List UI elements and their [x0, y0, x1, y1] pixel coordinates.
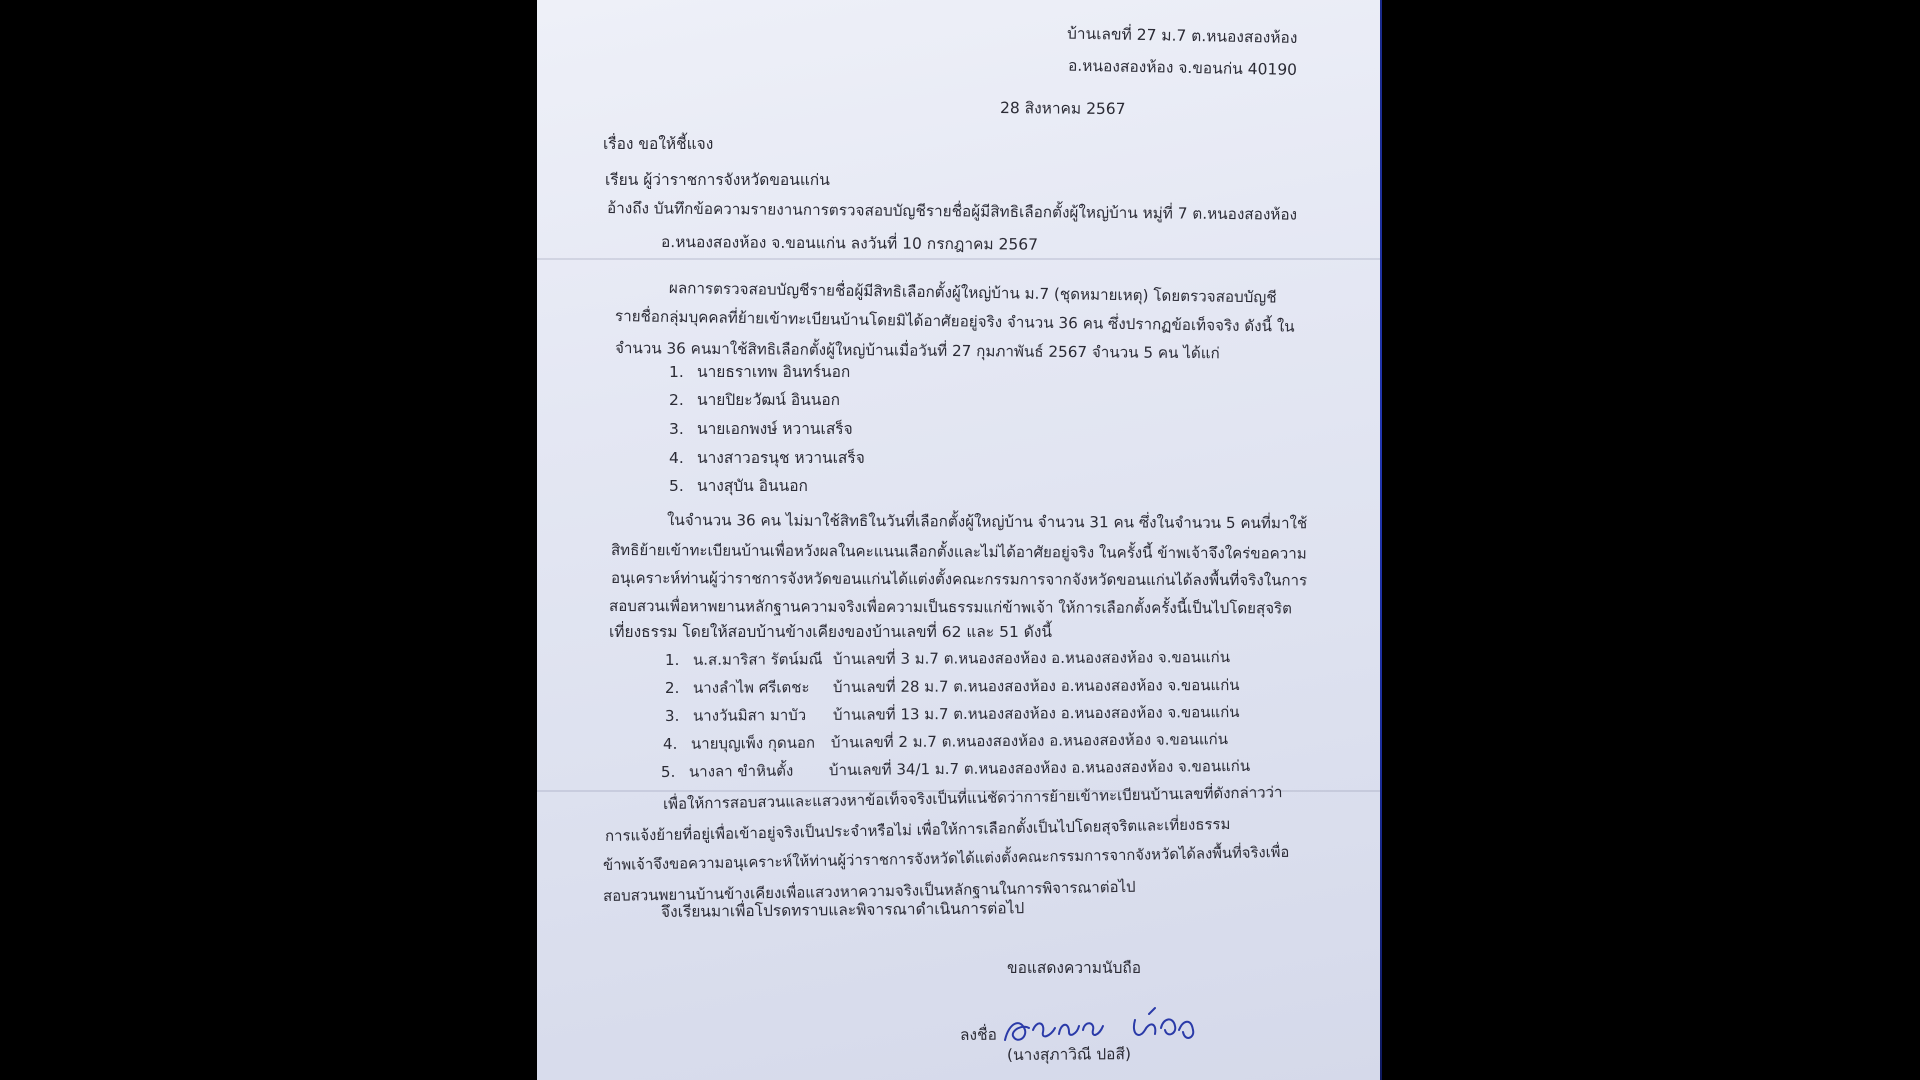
signature-text: สุภาวิณี ปอสี — [1007, 1034, 1013, 1035]
list-number: 2. — [664, 678, 680, 697]
paragraph-3-line-1: เพื่อให้การสอบสวนและแสวงหาข้อเท็จจริงเป็นที่แน่ชัดว่าการย้ายเข้าทะเบียนบ้านเลขที่ดังกล่าวว่า — [662, 783, 1283, 813]
neighbor-name: นางลำไพ ศรีเตชะ — [692, 678, 810, 697]
neighbor-list-item — [661, 756, 1250, 782]
neighbor-address: บ้านเลขที่ 2 ม.7 ต.หนองสองห้อง อ.หนองสองห้อง จ.ขอนแก่น — [830, 730, 1229, 752]
signer-name: (นางสุภาวิณี ปอสี) — [1006, 1045, 1132, 1064]
neighbor-address: บ้านเลขที่ 13 ม.7 ต.หนองสองห้อง อ.หนองสองห้อง จ.ขอนแก่น — [832, 702, 1240, 724]
neighbor-list-item — [665, 647, 1230, 670]
neighbor-list-item — [665, 702, 1240, 726]
list-number: 1. — [664, 650, 680, 669]
letter-paper — [537, 0, 1380, 1080]
paragraph-2-line-5: เที่ยงธรรม โดยให้สอบบ้านข้างเคียงของบ้านเลขที่ 62 และ 51 ดังนี้ — [609, 623, 1053, 641]
paragraph-2-line-2: สิทธิย้ายเข้าทะเบียนบ้านเพื่อหวังผลในคะแนนเลือกตั้งและไม่ได้อาศัยอยู่จริง ในครั้งนี้ ข้าพเจ้าจึงใคร่ขอความ — [610, 541, 1307, 563]
paragraph-2-line-3: อนุเคราะห์ท่านผู้ว่าราชการจังหวัดขอนแก่นได้แต่งตั้งคณะกรรมการจากจังหวัดขอนแก่นได้ลงพื้นที่จริงในการ — [610, 569, 1308, 590]
paragraph-1-line-3: จำนวน 36 คนมาใช้สิทธิเลือกตั้งผู้ใหญ่บ้านเมื่อวันที่ 27 กุมภาพันธ์ 2567 จำนวน 5 คน ได้แก่ — [614, 339, 1220, 363]
list-number: 3. — [669, 420, 684, 438]
letter-closing: ขอแสดงความนับถือ — [1007, 959, 1142, 977]
voter-name: นางสุบัน อินนอก — [697, 477, 808, 495]
paragraph-1-line-2: รายชื่อกลุ่มบุคคลที่ย้ายเข้าทะเบียนบ้านโดยมิได้อาศัยอยู่จริง จำนวน 36 คน ซึ่งปรากฏข้อเท็จจริง ดังนี้ ใน — [614, 307, 1295, 336]
list-number: 3. — [664, 706, 680, 725]
neighbor-name: นางวันมิสา มาบัว — [692, 706, 807, 725]
neighbor-name: นางลา ขำหินตั้ง — [688, 761, 794, 781]
neighbor-address: บ้านเลขที่ 3 ม.7 ต.หนองสองห้อง อ.หนองสองห้อง จ.ขอนแก่น — [832, 648, 1231, 669]
voter-list-item — [669, 448, 865, 468]
voter-list-item — [669, 362, 850, 382]
sender-address-line-1: บ้านเลขที่ 27 ม.7 ต.หนองสองห้อง — [1066, 24, 1298, 47]
paragraph-1-line-1: ผลการตรวจสอบบัญชีรายชื่อผู้มีสิทธิเลือกตั้งผู้ใหญ่บ้าน ม.7 (ชุดหมายเหตุ) โดยตรวจสอบบัญชี — [668, 279, 1277, 307]
list-number: 4. — [662, 734, 678, 753]
paragraph-4: จึงเรียนมาเพื่อโปรดทราบและพิจารณาดำเนินการต่อไป — [660, 899, 1025, 921]
neighbor-address: บ้านเลขที่ 28 ม.7 ต.หนองสองห้อง อ.หนองสองห้อง จ.ขอนแก่น — [832, 675, 1240, 697]
list-number: 1. — [669, 363, 684, 381]
voter-name: นางสาวอรนุช หวานเสร็จ — [697, 449, 865, 467]
voter-list-item — [669, 476, 808, 496]
voter-list-item — [669, 419, 853, 439]
paper-fold-crease — [537, 258, 1380, 260]
paragraph-2-line-4: สอบสวนเพื่อหาพยานหลักฐานความจริงเพื่อความเป็นธรรมแก่ข้าพเจ้า ให้การเลือกตั้งครั้งนี้เป็นไปโดยสุจริต — [608, 597, 1293, 618]
voter-name: นายปิยะวัฒน์ อินนอก — [697, 391, 841, 409]
neighbor-name: นายบุญเพ็ง กุดนอก — [690, 733, 816, 753]
letter-subject: เรื่อง ขอให้ชี้แจง — [603, 135, 714, 153]
neighbor-list-item — [663, 729, 1228, 754]
list-number: 4. — [669, 449, 684, 467]
sign-label: ลงชื่อ — [959, 1025, 997, 1044]
letter-recipient: เรียน ผู้ว่าราชการจังหวัดขอนแก่น — [605, 171, 830, 189]
neighbor-list-item — [665, 675, 1240, 698]
letter-reference-line-2: อ.หนองสองห้อง จ.ขอนแก่น ลงวันที่ 10 กรกฎาคม 2567 — [660, 233, 1039, 254]
neighbor-address: บ้านเลขที่ 34/1 ม.7 ต.หนองสองห้อง อ.หนองสองห้อง จ.ขอนแก่น — [828, 756, 1251, 780]
voter-name: นายธราเทพ อินทร์นอก — [697, 363, 851, 381]
list-number: 5. — [660, 762, 676, 781]
voter-list-item — [669, 390, 840, 410]
sender-address-line-2: อ.หนองสองห้อง จ.ขอนก่น 40190 — [1067, 56, 1298, 79]
neighbor-name: น.ส.มาริสา รัตน์มณี — [692, 650, 823, 669]
paragraph-3-line-2: การแจ้งย้ายที่อยู่เพื่อเข้าอยู่จริงเป็นประจำหรือไม่ เพื่อให้การเลือกตั้งเป็นไปโดยสุจริตและเที่ยงธรรม — [604, 814, 1231, 845]
paragraph-2-line-1: ในจำนวน 36 คน ไม่มาใช้สิทธิในวันที่เลือกตั้งผู้ใหญ่บ้าน จำนวน 31 คน ซึ่งในจำนวน 5 คนที่มาใช้ — [666, 511, 1308, 533]
paragraph-3-line-4: สอบสวนพยานบ้านข้างเคียงเพื่อแสวงหาความจริงเป็นหลักฐานในการพิจารณาต่อไป — [602, 877, 1136, 905]
list-number: 5. — [669, 477, 684, 495]
voter-name: นายเอกพงษ์ หวานเสร็จ — [697, 420, 853, 438]
letter-reference-line-1: อ้างถึง บันทึกข้อความรายงานการตรวจสอบบัญชีรายชื่อผู้มีสิทธิเลือกตั้งผู้ใหญ่บ้าน หมู่ที่ 7 ต.หนองสองห้อง — [606, 199, 1298, 224]
letter-date: 28 สิงหาคม 2567 — [999, 99, 1126, 119]
handwritten-signature — [999, 1000, 1219, 1050]
list-number: 2. — [669, 391, 684, 409]
paragraph-3-line-3: ข้าพเจ้าจึงขอความอนุเคราะห์ให้ท่านผู้ว่าราชการจังหวัดได้แต่งตั้งคณะกรรมการจากจังหวัดได้ลงพื้นที่จริงเพื่อ — [602, 843, 1290, 874]
